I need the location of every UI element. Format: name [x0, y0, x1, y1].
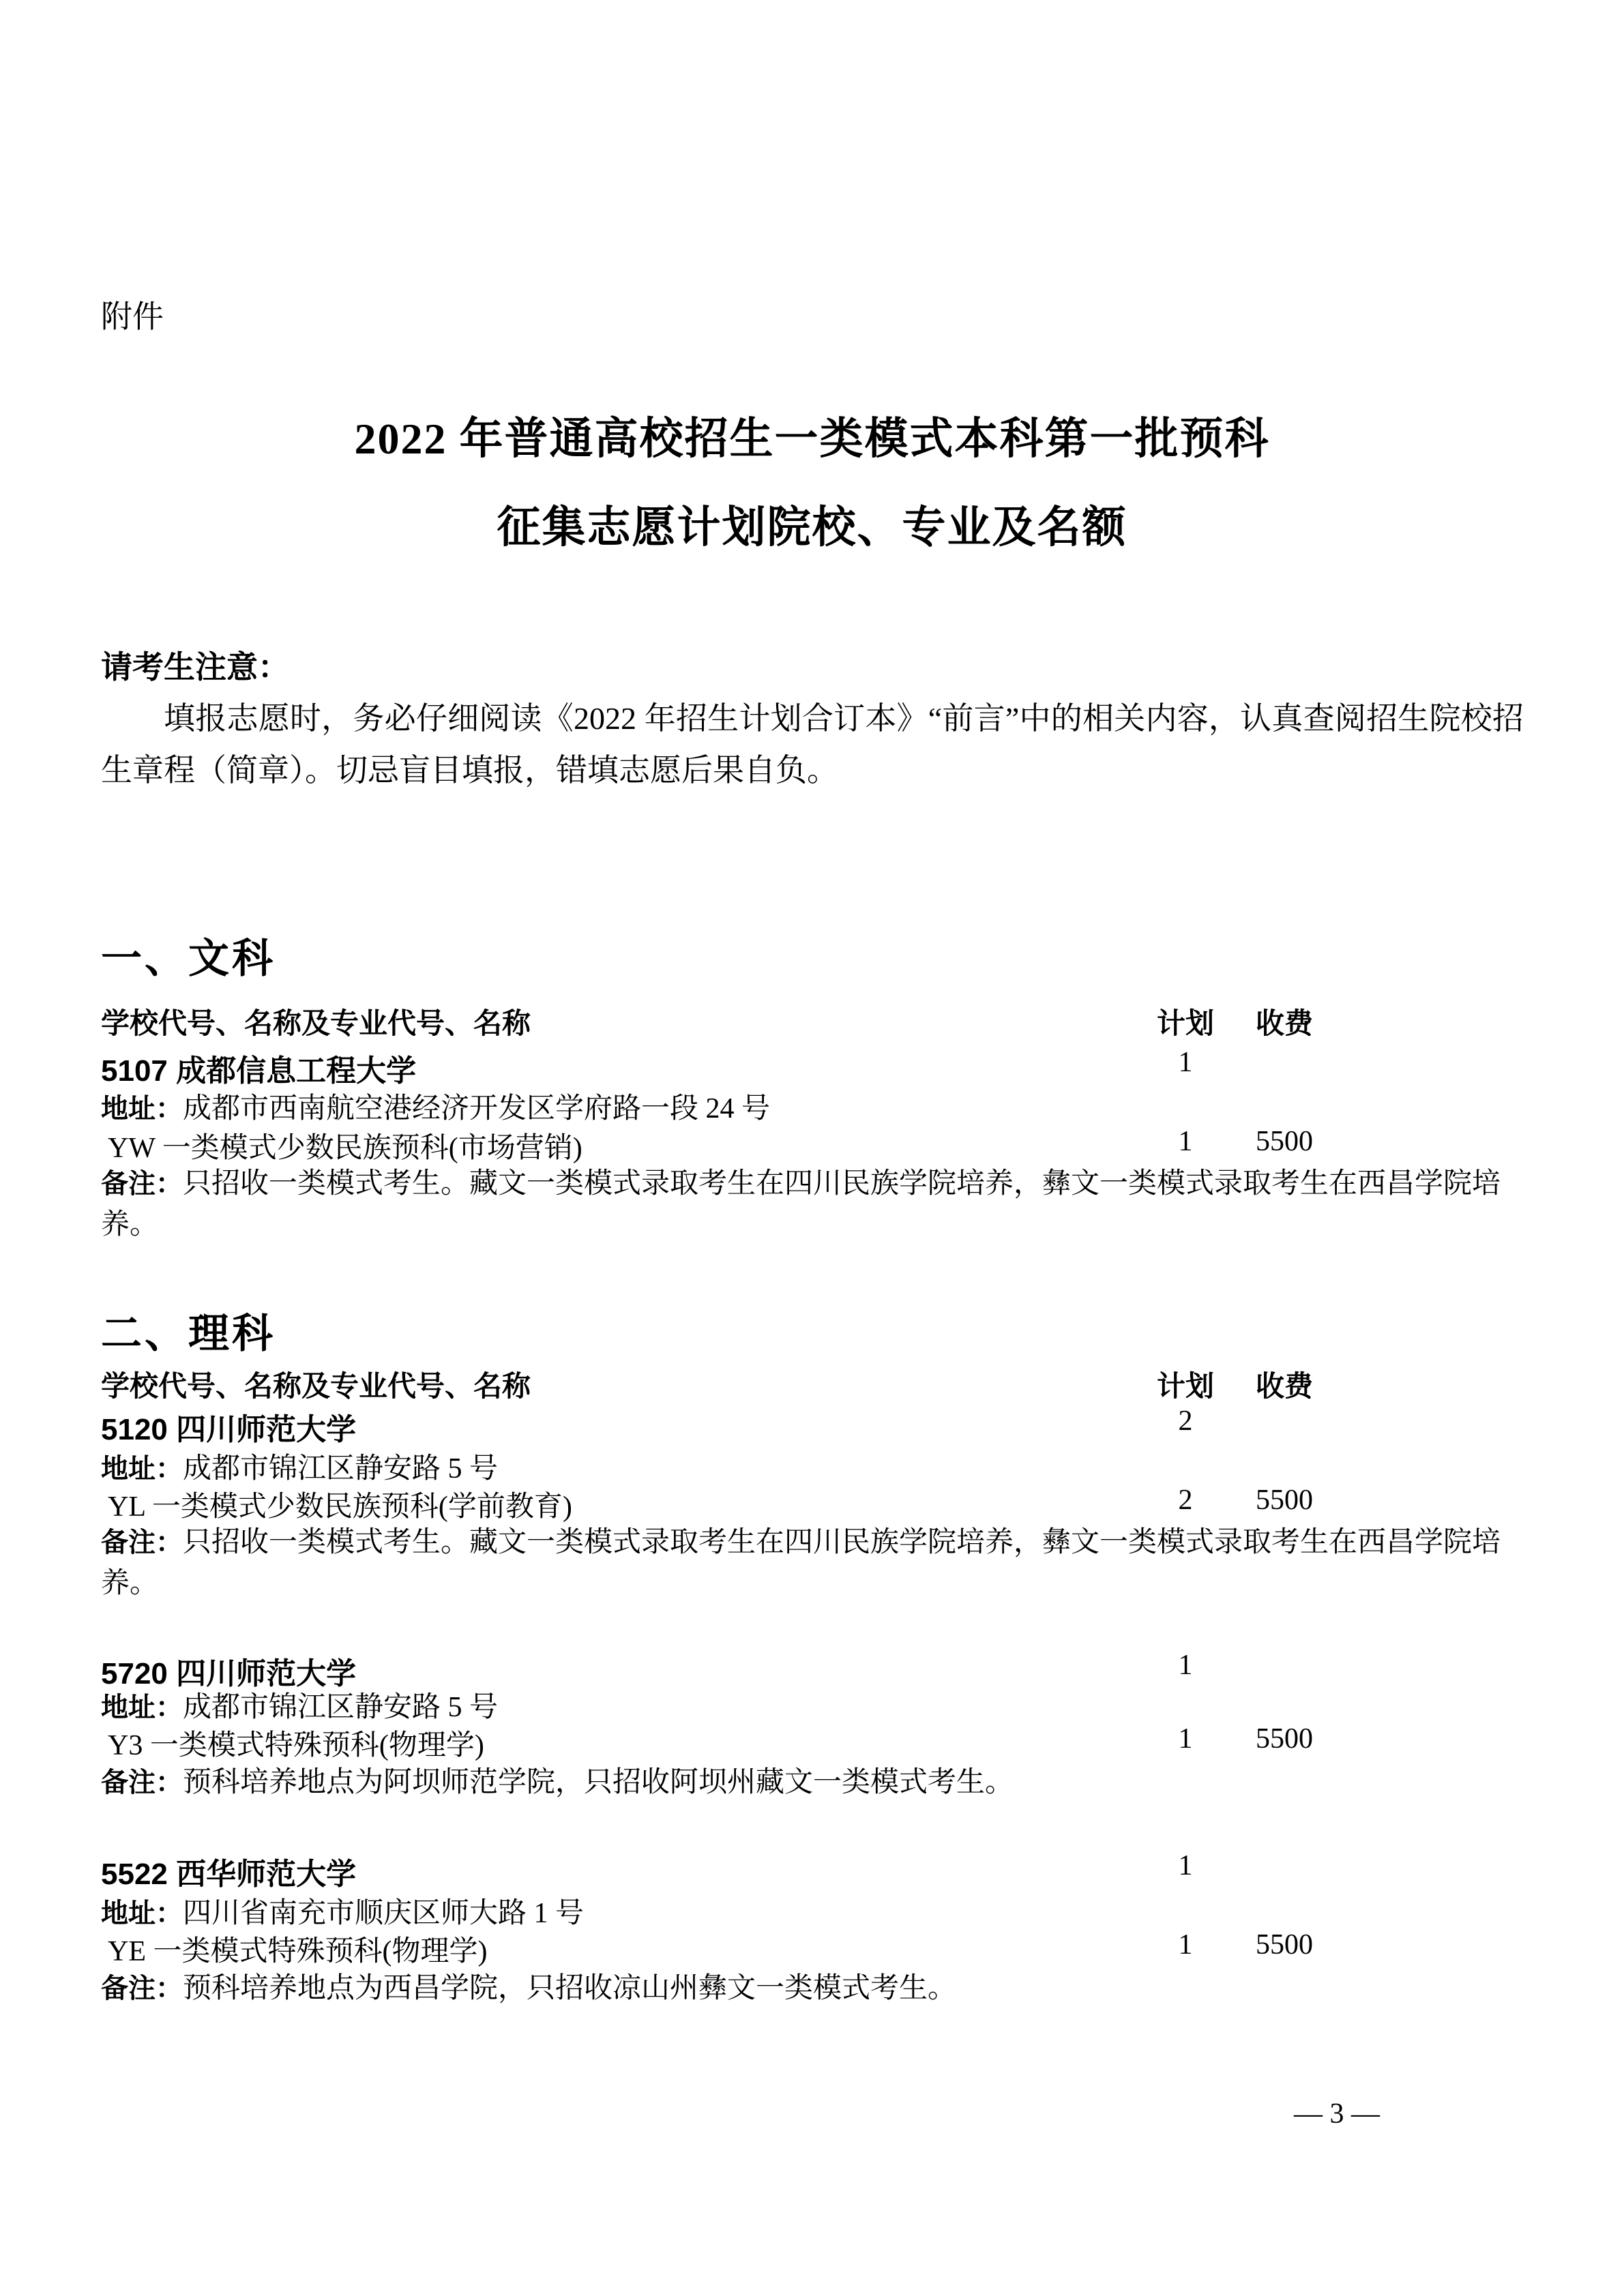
note-row [101, 1163, 1524, 1245]
major-plan: 1 [1178, 1929, 1193, 1960]
note-text: 只招收一类模式考生。藏文一类模式录取考生在四川民族学院培养，彝文一类模式录取考生在西昌学院培养。 [101, 1168, 1501, 1240]
address-text: 成都市锦江区静安路 5 号 [183, 1692, 499, 1723]
school-plan: 1 [1178, 1047, 1193, 1078]
column-header-fee: 收费 [1255, 1007, 1313, 1039]
address-label: 地址： [101, 1898, 183, 1928]
school-code-name: 5720 四川师范大学 [101, 1657, 357, 1690]
column-header-plan: 计划 [1156, 1007, 1214, 1039]
note-row [101, 1522, 1524, 1604]
notice-paragraph: 填报志愿时，务必仔细阅读《2022 年招生计划合订本》“前言”中的相关内容，认真查阅招生院校招生章程（简章）。切忌盲目填报，错填志愿后果自负。 [101, 701, 1524, 788]
school-plan: 1 [1178, 1850, 1193, 1881]
major-row [101, 1928, 1524, 1969]
major-name: YW 一类模式少数民族预科(市场营销) [108, 1133, 582, 1164]
major-row [101, 1723, 1524, 1763]
major-name: Y3 一类模式特殊预科(物理学) [108, 1730, 484, 1761]
address-label: 地址： [101, 1454, 183, 1484]
table-header-row [101, 1001, 1524, 1042]
major-row [101, 1125, 1524, 1166]
major-fee: 5500 [1256, 1929, 1313, 1960]
address-text: 成都市锦江区静安路 5 号 [183, 1453, 499, 1485]
attachment-label: 附件 [101, 299, 164, 334]
major-row [101, 1484, 1524, 1525]
note-text: 只招收一类模式考生。藏文一类模式录取考生在四川民族学院培养，彝文一类模式录取考生在西昌学院培养。 [101, 1527, 1501, 1599]
column-header-plan: 计划 [1156, 1370, 1214, 1402]
major-name: YL 一类模式少数民族预科(学前教育) [108, 1491, 572, 1523]
note-label: 备注： [101, 1169, 183, 1199]
column-header-school: 学校代号、名称及专业代号、名称 [101, 1007, 531, 1039]
document-title-line1: 2022 年普通高校招生一类模式本科第一批预科 [354, 415, 1270, 463]
note-label: 备注： [101, 1768, 183, 1798]
school-row [101, 1849, 1524, 1893]
school-plan: 2 [1178, 1405, 1193, 1437]
school-plan: 1 [1178, 1650, 1193, 1681]
school-row [101, 1046, 1524, 1090]
document-title-line2: 征集志愿计划院校、专业及名额 [497, 503, 1127, 552]
address-label: 地址： [101, 1094, 183, 1124]
major-fee: 5500 [1256, 1126, 1313, 1157]
note-label: 备注： [101, 1527, 183, 1557]
major-name: YE 一类模式特殊预科(物理学) [108, 1936, 488, 1967]
address-text: 四川省南充市顺庆区师大路 1 号 [183, 1898, 585, 1929]
address-row [101, 1448, 1524, 1489]
page-number: — 3 — [1294, 2098, 1380, 2130]
notice-heading: 请考生注意： [101, 650, 289, 685]
address-label: 地址： [101, 1693, 183, 1723]
address-row [101, 1687, 1524, 1728]
note-row [101, 1968, 1524, 2009]
school-code-name: 5120 四川师范大学 [101, 1413, 357, 1446]
major-plan: 1 [1178, 1723, 1193, 1755]
school-row [101, 1649, 1524, 1693]
major-plan: 2 [1178, 1485, 1193, 1516]
note-text: 预科培养地点为阿坝师范学院，只招收阿坝州藏文一类模式考生。 [183, 1767, 1014, 1798]
school-row [101, 1405, 1524, 1448]
column-header-fee: 收费 [1255, 1370, 1313, 1402]
major-plan: 1 [1178, 1126, 1193, 1157]
address-text: 成都市西南航空港经济开发区学府路一段 24 号 [183, 1093, 771, 1124]
major-fee: 5500 [1256, 1723, 1313, 1755]
note-row [101, 1762, 1524, 1803]
address-row [101, 1088, 1524, 1129]
address-row [101, 1893, 1524, 1934]
section-heading-science: 二、理科 [101, 1311, 276, 1356]
school-code-name: 5522 西华师范大学 [101, 1858, 357, 1891]
note-label: 备注： [101, 1973, 183, 2003]
section-heading-liberal-arts: 一、文科 [101, 936, 276, 981]
column-header-school: 学校代号、名称及专业代号、名称 [101, 1370, 531, 1402]
note-text: 预科培养地点为西昌学院，只招收凉山州彝文一类模式考生。 [183, 1973, 957, 2004]
major-fee: 5500 [1256, 1485, 1313, 1516]
table-header-row [101, 1364, 1524, 1405]
school-code-name: 5107 成都信息工程大学 [101, 1054, 417, 1088]
